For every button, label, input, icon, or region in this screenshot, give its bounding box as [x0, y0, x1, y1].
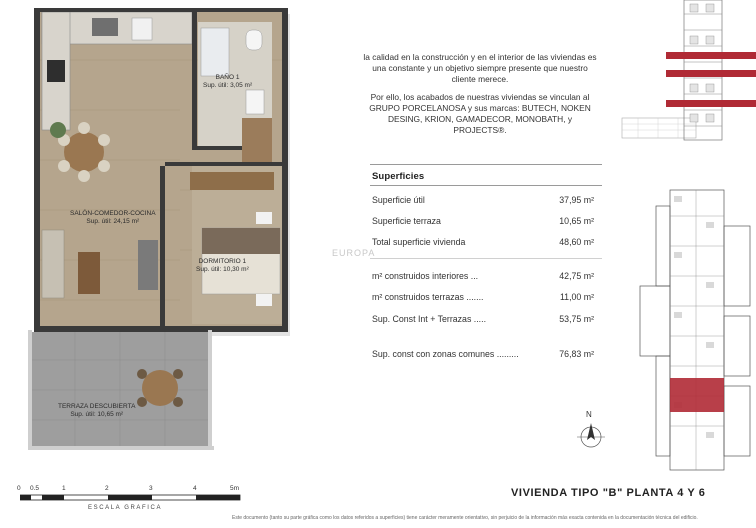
surface-row [372, 195, 594, 205]
terrace-table [142, 370, 178, 406]
surface-value: 10,65 m² [559, 216, 594, 226]
scale-tick: 1 [62, 485, 66, 492]
highlighted-floors [666, 52, 756, 107]
surface-value: 53,75 m² [559, 314, 594, 324]
key-plan [626, 186, 756, 486]
intro-paragraph-2: Por ello, los acabados de nuestras viviendas se vinculan al GRUPO PORCELANOSA y sus marcas: BUTECH, NOKEN DESING, KRION, GAMADECOR, MONOBATH, y PROJECTS®. [369, 91, 591, 136]
surface-value: 76,83 m² [559, 349, 594, 359]
room-label-terrace: TERRAZA DESCUBIERTA Sup. útil: 10,65 m² [58, 403, 136, 418]
scale-tick: 3 [149, 485, 153, 492]
shower [201, 28, 229, 76]
building-elevation [618, 0, 756, 150]
floor-plan [20, 0, 315, 460]
coffee-table [78, 252, 100, 294]
bed-blanket [202, 228, 280, 254]
surface-label: Sup. Const Int + Terrazas ..... [372, 314, 487, 324]
surface-value: 48,60 m² [559, 237, 594, 247]
wardrobe [242, 118, 272, 162]
surface-label: Total superficie vivienda [372, 237, 466, 247]
surface-label: m² construidos interiores ... [372, 271, 479, 281]
sofa [42, 230, 64, 298]
unit-title: VIVIENDA TIPO "B" PLANTA 4 Y 6 [511, 487, 706, 499]
scale-tick: 0.5 [30, 485, 40, 492]
toilet [246, 30, 262, 50]
room-label-living: SALÓN-COMEDOR-COCINA Sup. útil: 24,15 m² [70, 210, 156, 225]
surface-value: 11,00 m² [559, 292, 594, 302]
surface-row [372, 314, 594, 324]
surface-row [372, 349, 594, 359]
watermark: EUROPA [332, 248, 376, 258]
surfaces-title: Superficies [372, 171, 425, 182]
scale-tick: 5m [230, 485, 240, 492]
basin [246, 90, 264, 114]
surface-row [372, 271, 594, 281]
room-label-bedroom: DORMITORIO 1 Sup. útil: 10,30 m² [196, 258, 249, 273]
surface-row [372, 292, 594, 302]
scale-tick: 4 [193, 485, 197, 492]
tv-unit [138, 240, 158, 290]
scale-caption: ESCALA GRAFICA [88, 505, 163, 511]
surface-label: m² construidos terrazas ....... [372, 292, 484, 302]
surface-row [372, 216, 594, 226]
bedroom-wardrobe [190, 172, 274, 190]
surface-label: Superficie terraza [372, 216, 441, 226]
plant [50, 122, 66, 138]
surface-label: Superficie útil [372, 195, 425, 205]
intro-text [362, 52, 598, 142]
intro-paragraph-1: la calidad en la construcción y en el interior de las viviendas es una constante y un objetivo siempre presente que nuestro cliente merece. [363, 52, 597, 85]
surface-label: Sup. const con zonas comunes ......... [372, 349, 519, 359]
room-label-bathroom: BAÑO 1 Sup. útil: 3,05 m² [203, 74, 253, 89]
surface-value: 42,75 m² [559, 271, 594, 281]
disclaimer: Este documento (tanto su parte gráfica como los datos referidos a superficies) tiene carácter meramente orientativo, sin perjuicio de la información más exacta contenida en la documentación técnica del edificio. [232, 515, 698, 521]
scale-tick: 0 [17, 485, 21, 492]
scale-tick: 2 [105, 485, 109, 492]
divider-under-title [370, 185, 602, 186]
highlighted-unit [670, 378, 724, 412]
scale-bar [20, 494, 242, 502]
surface-value: 37,95 m² [559, 195, 594, 205]
surface-row [372, 237, 594, 247]
north-label: N [586, 410, 592, 419]
cooktop [47, 60, 65, 82]
divider-top [370, 164, 602, 165]
sink [92, 18, 118, 36]
divider-middle [370, 258, 602, 259]
